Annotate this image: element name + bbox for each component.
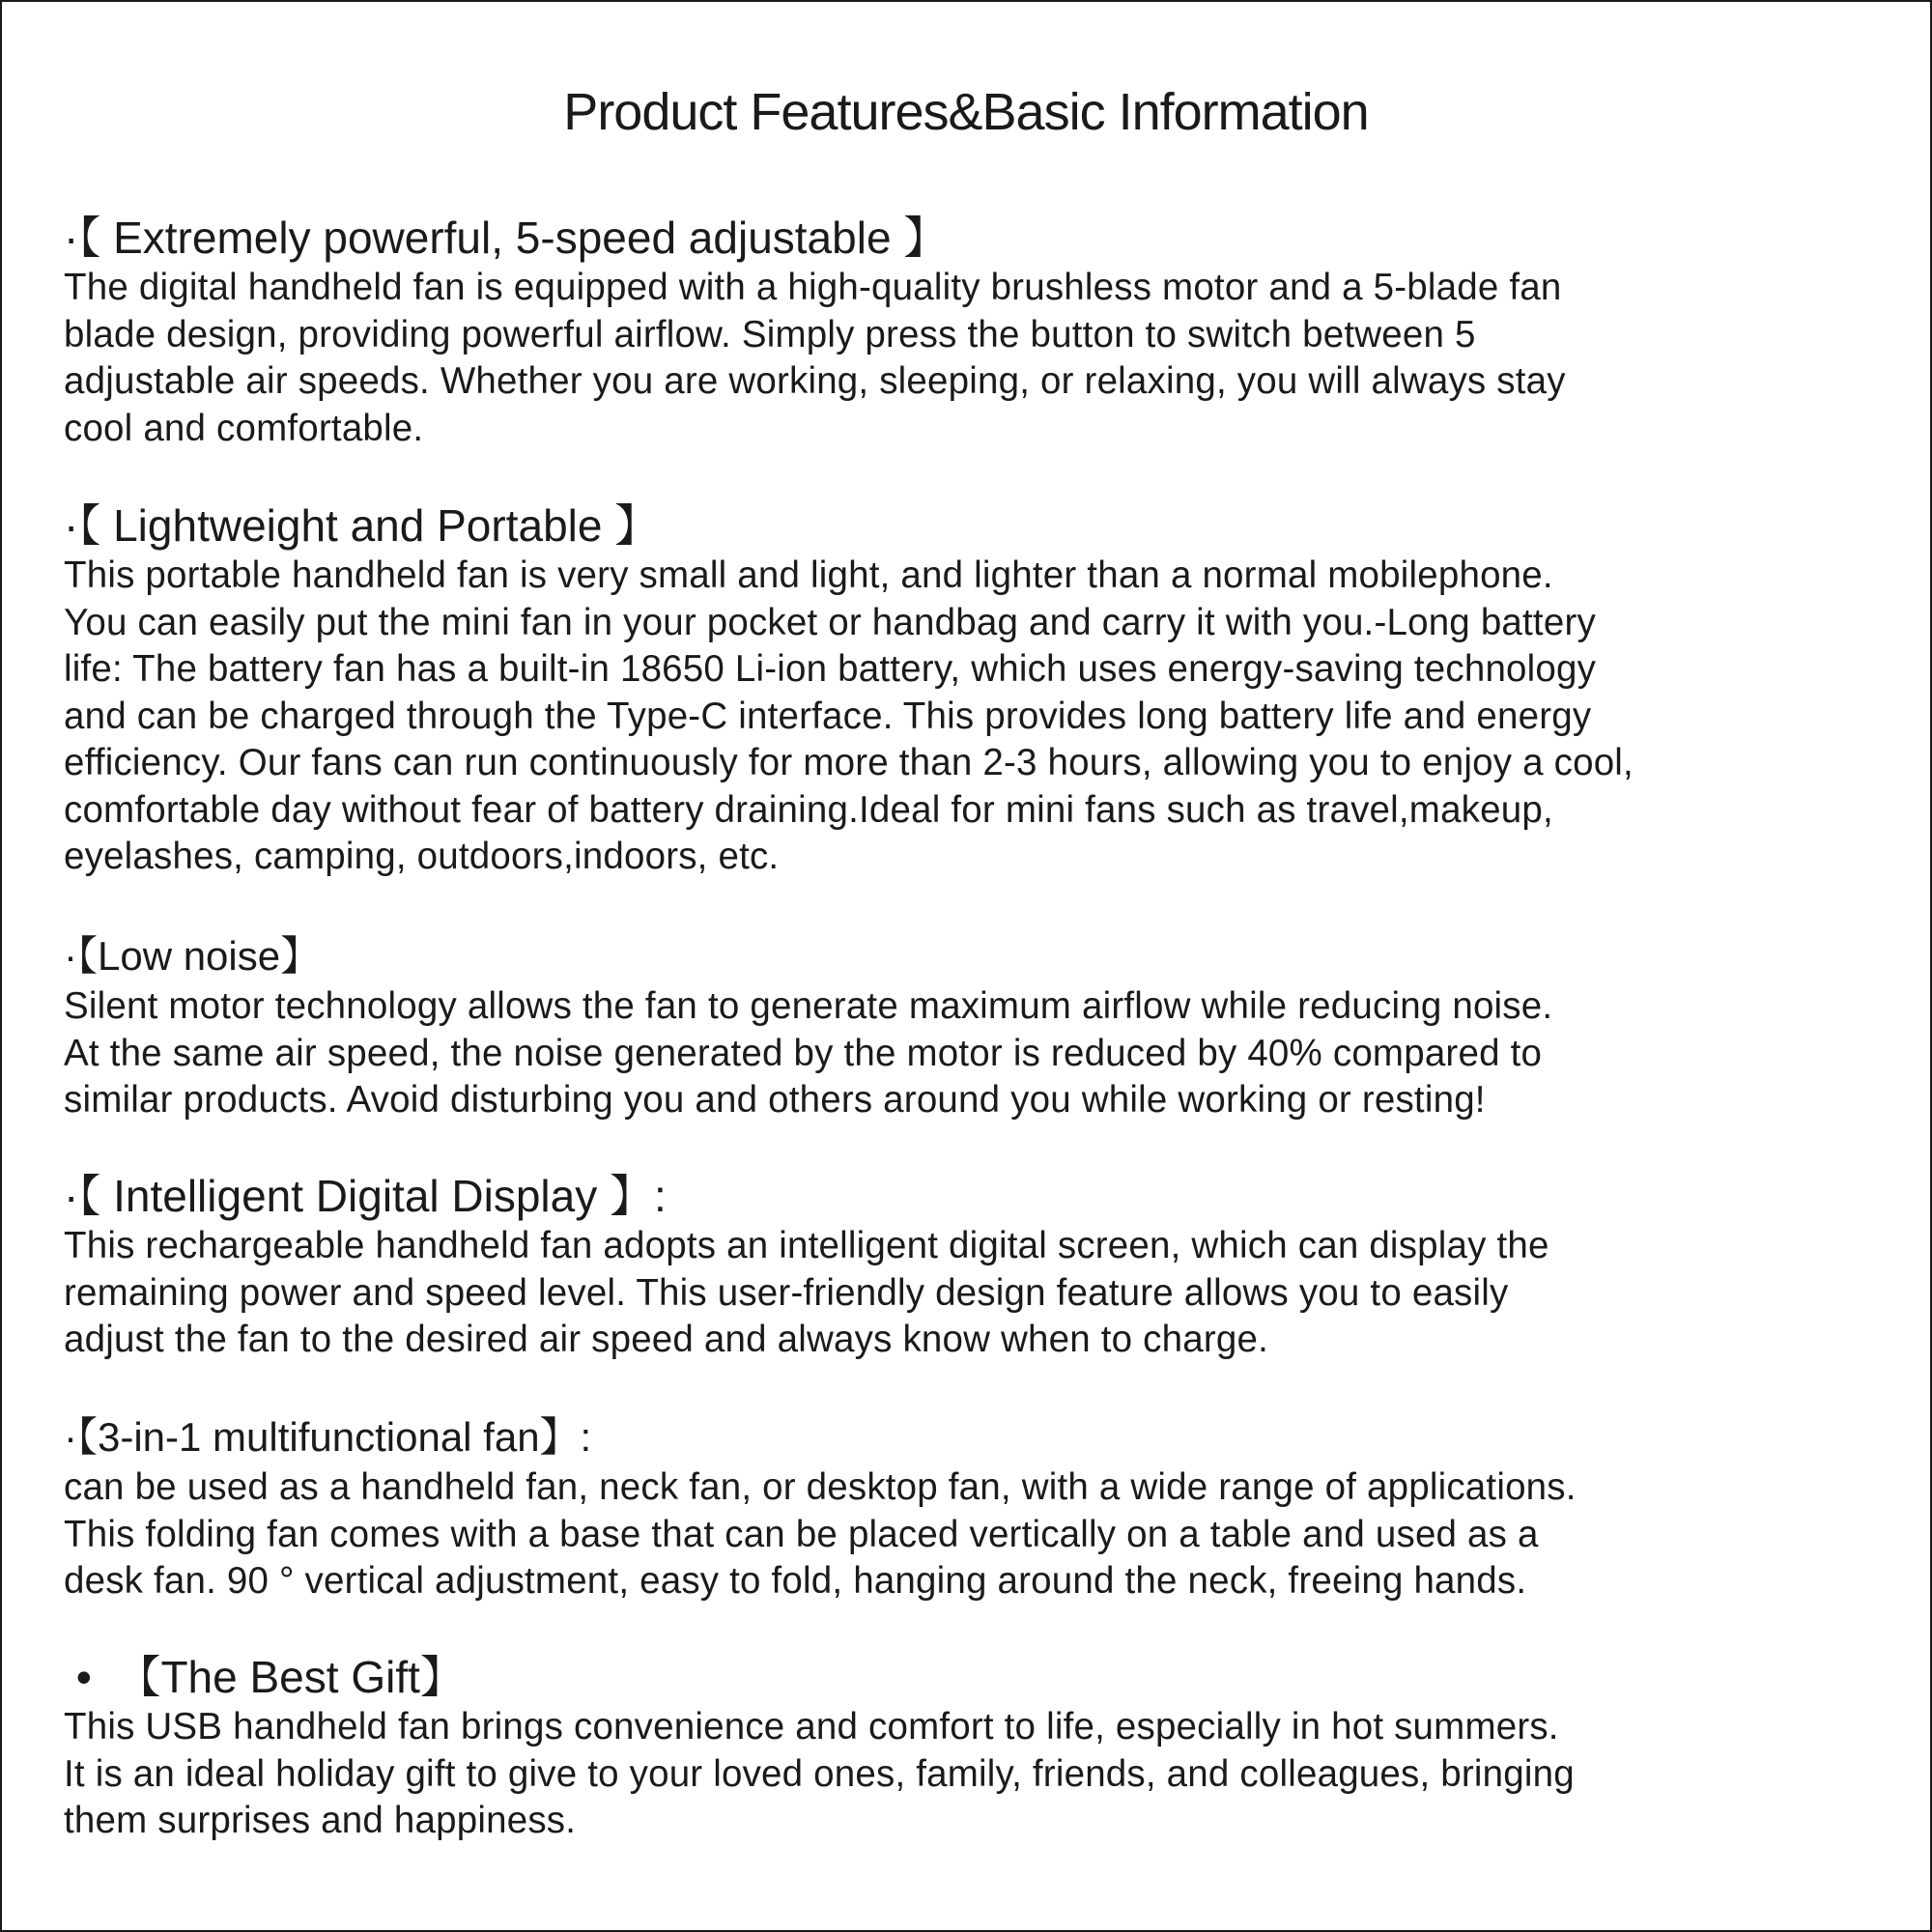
section-text-line: The digital handheld fan is equipped with a high-quality brushless motor and a 5-blade fan — [64, 267, 1562, 308]
section-text-line: similar products. Avoid disturbing you and others around you while working or resting! — [64, 1079, 1486, 1121]
section-text-line: desk fan. 90 ° vertical adjustment, easy to fold, hanging around the neck, freeing hands. — [64, 1560, 1527, 1602]
section-text-line: adjustable air speeds. Whether you are working, sleeping, or relaxing, you will always stay — [64, 360, 1566, 402]
section-text-line: At the same air speed, the noise generated by the motor is reduced by 40% compared to — [64, 1032, 1543, 1074]
section-text-line: comfortable day without fear of battery draining.Ideal for mini fans such as travel,makeup, — [64, 788, 1553, 831]
section-text-line: them surprises and happiness. — [64, 1800, 577, 1841]
section-heading: ·【 Extremely powerful, 5-speed adjustable 】 — [64, 213, 949, 263]
section-text-line: blade design, providing powerful airflow. Simply press the button to switch between 5 — [64, 313, 1476, 355]
section-heading: ·【Low noise】 — [64, 933, 322, 979]
section-text-line: This USB handheld fan brings convenience and comfort to life, especially in hot summers. — [64, 1706, 1559, 1747]
section-text-line: remaining power and speed level. This user-friendly design feature allows you to easily — [64, 1271, 1509, 1314]
section-lightweight-portable — [64, 498, 1899, 881]
section-text-line: This folding fan comes with a base that can be placed vertically on a table and used as a — [64, 1513, 1539, 1555]
section-text-line: It is an ideal holiday gift to give to your loved ones, family, friends, and colleagues, bringing — [64, 1752, 1575, 1795]
section-heading: ·【 Lightweight and Portable 】 — [64, 500, 660, 551]
section-text-line: life: The battery fan has a built-in 18650 Li-ion battery, which uses energy-saving technology — [64, 648, 1597, 690]
section-low-noise — [64, 929, 1899, 1124]
section-heading: ·【 Intelligent Digital Display 】: — [64, 1171, 667, 1221]
section-text-line: can be used as a handheld fan, neck fan, or desktop fan, with a wide range of applications. — [64, 1466, 1577, 1508]
section-text-line: This portable handheld fan is very small and light, and lighter than a normal mobilephone. — [64, 554, 1553, 596]
page-title: Product Features&Basic Information — [563, 83, 1369, 141]
section-multifunctional — [64, 1410, 1899, 1605]
section-intelligent-display — [64, 1169, 1899, 1364]
section-text-line: cool and comfortable. — [64, 407, 424, 449]
section-text-line: Silent motor technology allows the fan to generate maximum airflow while reducing noise. — [64, 985, 1553, 1027]
section-best-gift — [64, 1650, 1899, 1845]
section-text-line: eyelashes, camping, outdoors,indoors, etc. — [64, 836, 780, 877]
section-heading: • 【The Best Gift】 — [64, 1652, 465, 1702]
section-heading: ·【3-in-1 multifunctional fan】: — [64, 1414, 592, 1460]
section-text-line: adjust the fan to the desired air speed and always know when to charge. — [64, 1319, 1268, 1360]
section-text-line: and can be charged through the Type-C interface. This provides long battery life and energy — [64, 695, 1592, 737]
section-text-line: efficiency. Our fans can run continuously for more than 2-3 hours, allowing you to enjoy a cool, — [64, 742, 1634, 783]
section-text-line: This rechargeable handheld fan adopts an intelligent digital screen, which can display the — [64, 1225, 1549, 1266]
section-extremely-powerful — [64, 211, 1899, 452]
section-text-line: You can easily put the mini fan in your pocket or handbag and carry it with you.-Long battery — [64, 601, 1596, 643]
